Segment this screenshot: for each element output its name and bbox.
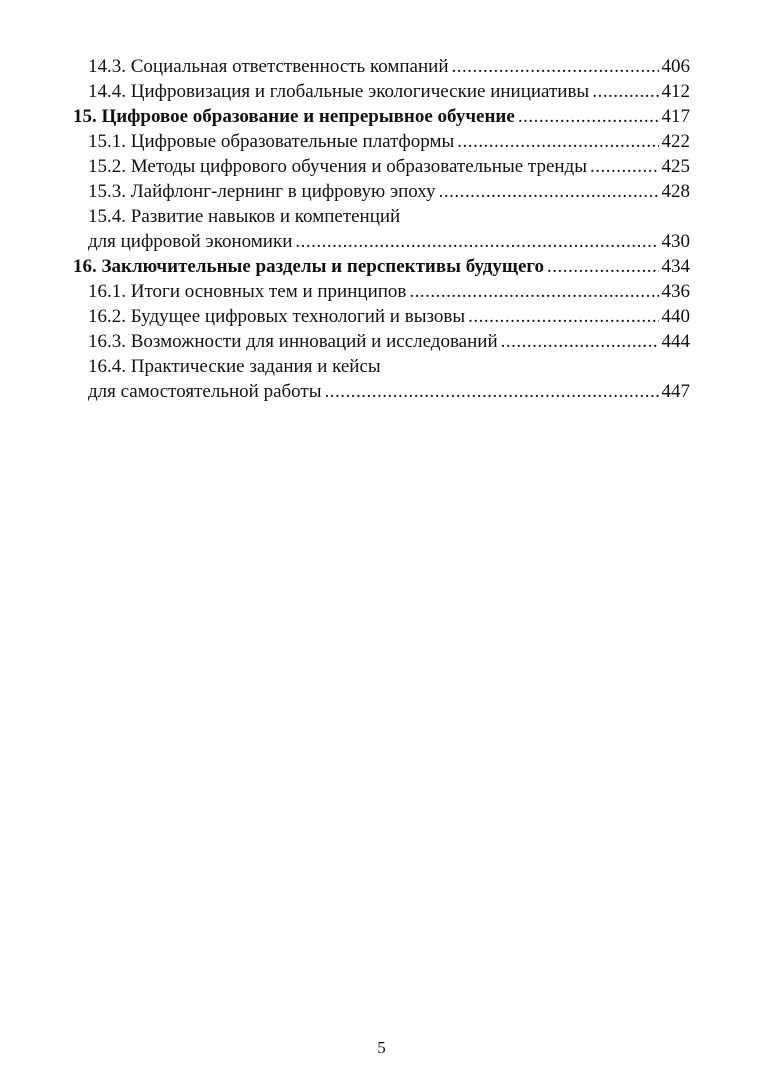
toc-entry-title-line2: для цифровой экономики xyxy=(88,231,293,252)
toc-leader-dots xyxy=(295,229,658,254)
toc-leader-dots xyxy=(439,179,659,204)
toc-leader-dots xyxy=(592,79,658,104)
toc-leader-dots xyxy=(324,379,658,404)
toc-entry-page: 412 xyxy=(661,81,690,102)
table-of-contents xyxy=(0,54,763,404)
toc-leader-dots xyxy=(457,129,658,154)
toc-entry-title: 14.4. Цифровизация и глобальные экологические инициативы xyxy=(88,81,590,102)
page-number: 5 xyxy=(377,1038,386,1057)
toc-leader-dots xyxy=(518,104,659,129)
toc-entry-page: 425 xyxy=(661,156,690,177)
toc-chapter-entry xyxy=(0,254,763,279)
toc-entry xyxy=(0,129,763,154)
toc-entry xyxy=(0,204,763,254)
toc-entry-page: 436 xyxy=(661,281,690,302)
toc-entry-page: 440 xyxy=(661,306,690,327)
toc-entry xyxy=(0,79,763,104)
toc-leader-dots xyxy=(409,279,658,304)
toc-entry xyxy=(0,354,763,404)
toc-entry-title-line2: для самостоятельной работы xyxy=(88,381,322,402)
toc-leader-dots xyxy=(501,329,659,354)
toc-entry-title: 16.1. Итоги основных тем и принципов xyxy=(88,281,407,302)
toc-chapter-title: 15. Цифровое образование и непрерывное обучение xyxy=(73,106,515,127)
toc-chapter-entry xyxy=(0,104,763,129)
toc-entry-title: 16.3. Возможности для инноваций и исследований xyxy=(88,331,498,352)
toc-entry-title: 14.3. Социальная ответственность компаний xyxy=(88,56,449,77)
toc-leader-dots xyxy=(547,254,658,279)
toc-entry-page: 428 xyxy=(661,181,690,202)
toc-entry-title-line1: 15.4. Развитие навыков и компетенций xyxy=(88,206,401,227)
toc-chapter-title: 16. Заключительные разделы и перспективы будущего xyxy=(73,256,545,277)
toc-leader-dots xyxy=(452,54,659,79)
toc-entry-page: 444 xyxy=(661,331,690,352)
toc-entry-page: 447 xyxy=(661,381,690,402)
toc-leader-dots xyxy=(468,304,658,329)
toc-entry-title-line1: 16.4. Практические задания и кейсы xyxy=(88,356,381,377)
toc-entry-title: 15.1. Цифровые образовательные платформы xyxy=(88,131,455,152)
toc-entry xyxy=(0,329,763,354)
toc-leader-dots xyxy=(590,154,659,179)
toc-entry-page: 417 xyxy=(661,106,690,127)
toc-entry xyxy=(0,154,763,179)
toc-entry xyxy=(0,54,763,79)
toc-entry-page: 430 xyxy=(661,231,690,252)
toc-entry-title: 15.3. Лайфлонг-лернинг в цифровую эпоху xyxy=(88,181,436,202)
toc-entry xyxy=(0,304,763,329)
toc-entry xyxy=(0,179,763,204)
toc-entry-title: 16.2. Будущее цифровых технологий и вызовы xyxy=(88,306,466,327)
toc-entry-title: 15.2. Методы цифрового обучения и образовательные тренды xyxy=(88,156,587,177)
toc-entry-page: 434 xyxy=(661,256,690,277)
toc-entry xyxy=(0,279,763,304)
toc-entry-page: 406 xyxy=(661,56,690,77)
toc-entry-page: 422 xyxy=(661,131,690,152)
